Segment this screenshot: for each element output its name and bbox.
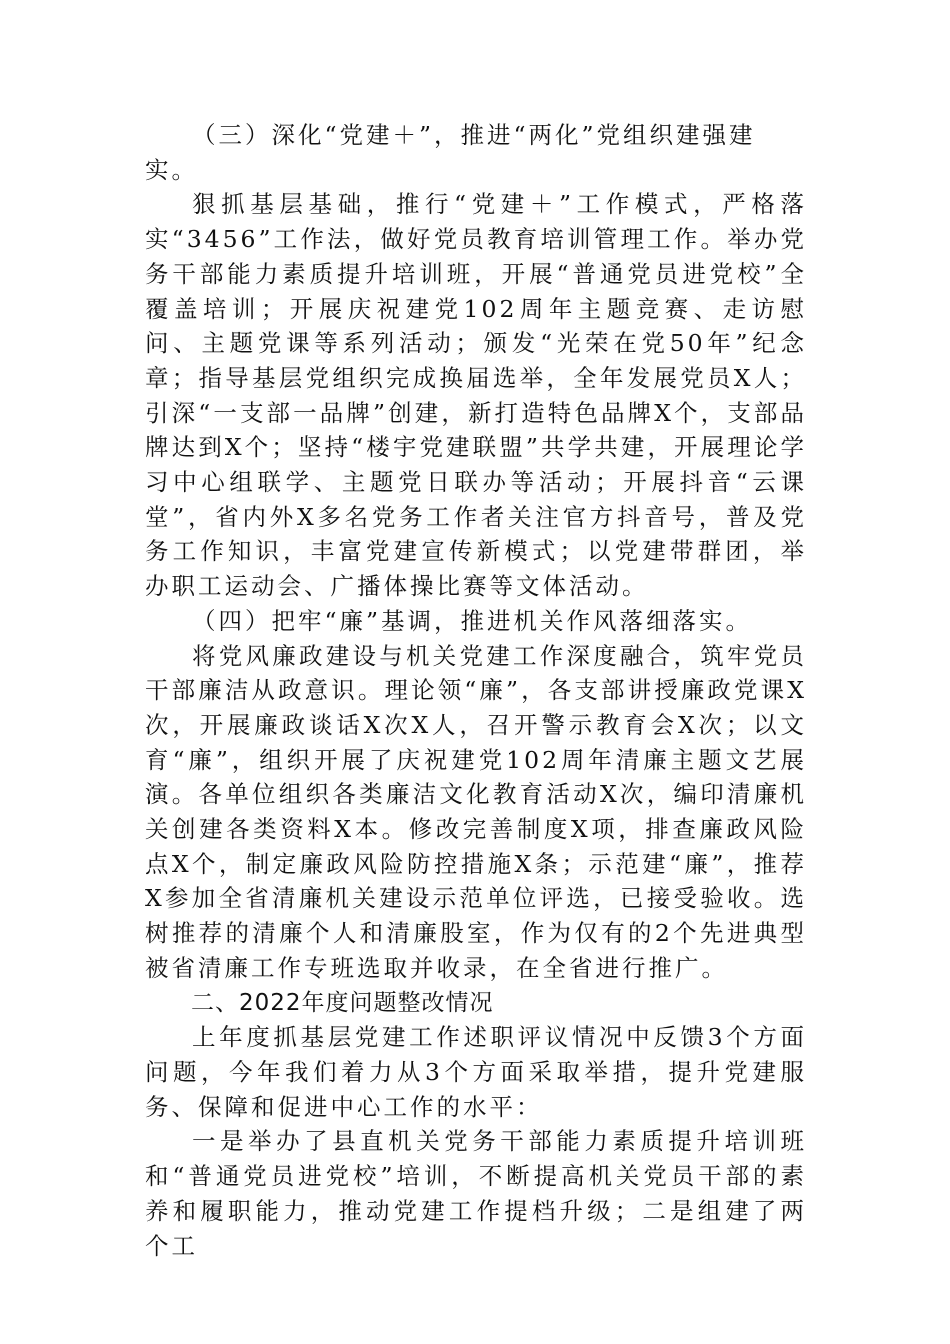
section-4-heading: （四）把牢“廉”基调，推进机关作风落细落实。 [192, 606, 753, 635]
section-3-body: 狠抓基层基础，推行“党建＋”工作模式，严格落实“3456”工作法，做好党员教育培训管理工作。举办党务干部能力素质提升培训班，开展“普通党员进党校”全覆盖培训；开展庆祝建党102周年主题竞赛、走访慰问、主题党课等系列活动；颁发“光荣在党50年”纪念章；指导基层党组织完成换届选举，全年发展党员X人；引深“一支部一品牌”创建，新打造特色品牌X个，支部品牌达到X个；坚持“楼宇党建联盟”共学共建，开展理论学习中心组联学、主题党日联办等活动；开展抖音“云课堂”，省内外X多名党务工作者关注官方抖音号，普及党务工作知识，丰富党建宣传新模式；以党建带群团，举办职工运动会、广播体操比赛等文体活动。 [145, 190, 807, 601]
part-2-intro: 上年度抓基层党建工作述职评议情况中反馈3个方面问题，今年我们着力从3个方面采取举措，提升党建服务、保障和促进中心工作的水平： [145, 1023, 807, 1121]
section-4-body: 将党风廉政建设与机关党建工作深度融合，筑牢党员干部廉洁从政意识。理论领“廉”，各支部讲授廉政党课X次，开展廉政谈话X次X人，召开警示教育会X次；以文育“廉”，组织开展了庆祝建党102周年清廉主题文艺展演。各单位组织各类廉洁文化教育活动X次，编印清廉机关创建各类资料X本。修改完善制度X项，排查廉政风险点X个，制定廉政风险防控措施X条；示范建“廉”，推荐X参加全省清廉机关建设示范单位评选，已接受验收。选树推荐的清廉个人和清廉股室，作为仅有的2个先进典型被省清廉工作专班选取并收录，在全省进行推广。 [145, 641, 807, 982]
part-2-heading: 二、2022年度问题整改情况 [191, 989, 494, 1016]
document-page [145, 118, 807, 1263]
part-2-item-1: 一是举办了县直机关党务干部能力素质提升培训班和“普通党员进党校”培训，不断提高机关党员干部的素养和履职能力，推动党建工作提档升级；二是组建了两个工 [145, 1127, 807, 1260]
section-3-heading: （三）深化“党建＋”，推进“两化”党组织建强建实。 [145, 121, 756, 184]
